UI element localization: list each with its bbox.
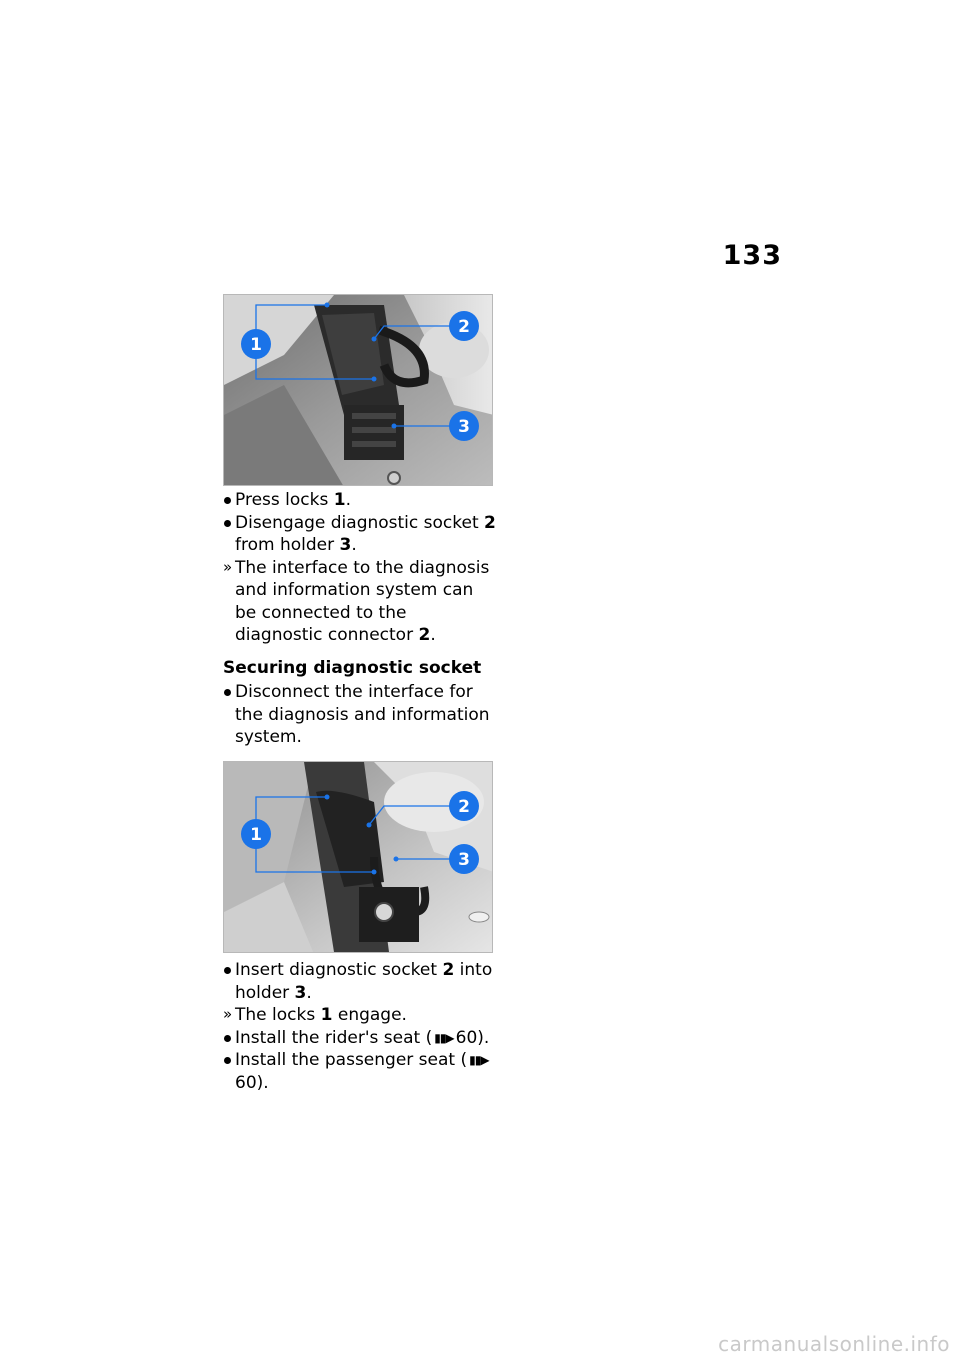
- figure-diagnostic-socket-secured: [223, 761, 493, 953]
- svg-text:3: 3: [458, 417, 470, 437]
- callout-1: [241, 819, 271, 849]
- step-install-passenger-seat: Install the passenger seat ( ▮▮▶60).: [235, 1050, 489, 1093]
- page-reference-arrow-icon: ▮▮▶: [469, 1053, 489, 1067]
- svg-text:1: 1: [250, 335, 262, 355]
- page-number: 133: [722, 240, 782, 271]
- figure-diagnostic-socket-locked: [223, 294, 493, 486]
- photo-illustration: [224, 295, 493, 486]
- callout-1: [241, 329, 271, 359]
- svg-text:3: 3: [458, 850, 470, 870]
- instructions-block-2: [223, 959, 498, 1094]
- instructions-block-1: [223, 489, 498, 749]
- step-disengage-socket: Disengage diagnostic socket 2 from holder 3.: [235, 512, 496, 555]
- result-marker-icon: »: [223, 557, 233, 576]
- photo-illustration: [224, 762, 493, 953]
- step-install-rider-seat: Install the rider's seat ( ▮▮▶ 60).: [235, 1027, 490, 1048]
- step-insert-socket: Insert diagnostic socket 2 into holder 3.: [235, 960, 493, 1003]
- callout-2: [449, 791, 479, 821]
- result-marker-icon: »: [223, 1005, 233, 1023]
- page-reference-link[interactable]: 60: [455, 1027, 478, 1048]
- step-press-locks: Press locks 1.: [235, 490, 351, 510]
- step-disconnect-interface: Disconnect the interface for the diagnosis and information system.: [235, 682, 490, 747]
- result-interface-connectable: » The interface to the diagnosis and information system can be connected to the diagnostic connector 2.: [223, 557, 490, 645]
- page-reference-arrow-icon: ▮▮▶: [434, 1030, 454, 1045]
- callout-3: [449, 411, 479, 441]
- svg-text:2: 2: [458, 317, 470, 337]
- section-heading: Securing diagnostic socket: [223, 657, 482, 678]
- callout-2: [449, 311, 479, 341]
- svg-text:2: 2: [458, 797, 470, 817]
- page-reference-link[interactable]: 60: [235, 1072, 257, 1093]
- result-locks-engage: » The locks 1 engage.: [223, 1005, 407, 1025]
- callout-3: [449, 844, 479, 874]
- svg-text:1: 1: [250, 825, 262, 845]
- watermark: carmanualsonline.info: [718, 1332, 950, 1356]
